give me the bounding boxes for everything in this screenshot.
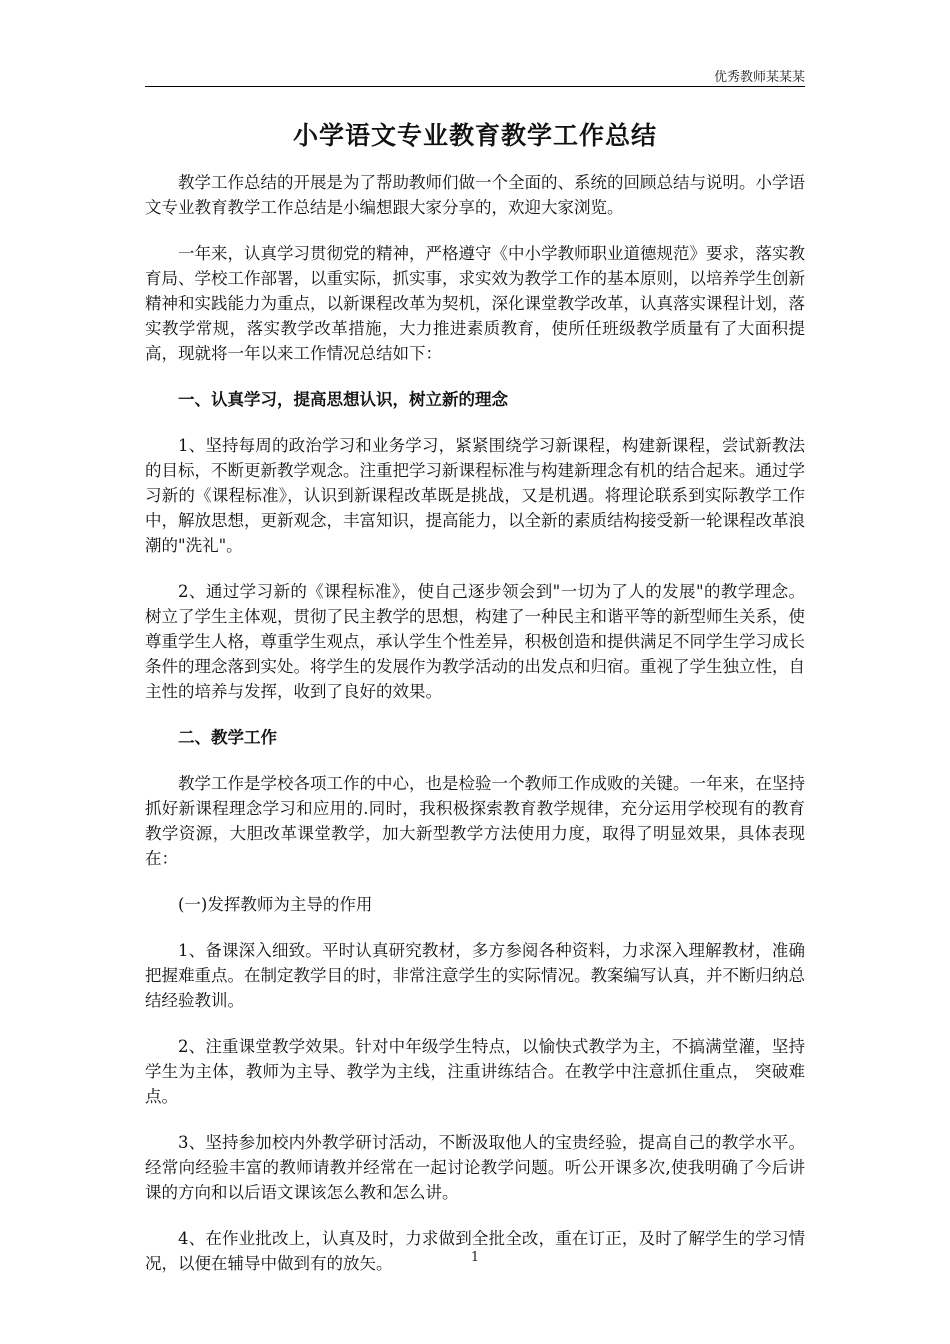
header-divider (145, 86, 805, 87)
body-paragraph: 1、坚持每周的政治学习和业务学习，紧紧围绕学习新课程，构建新课程，尝试新教法的目标，不断更新教学观念。注重把学习新课程标准与构建新理念有机的结合起来。通过学习新的《课程标准》，认识到新课程改革既是挑战，又是机遇。将理论联系到实际教学工作中，解放思想，更新观念，丰富知识，提高能力，以全新的素质结构接受新一轮课程改革浪潮的"洗礼"。 (145, 436, 805, 555)
body-paragraph: 4、在作业批改上，认真及时，力求做到全批全改，重在订正，及时了解学生的学习情况，以便在辅导中做到有的放矢。 (145, 1229, 805, 1273)
body-paragraph: 1、备课深入细致。平时认真研究教材，多方参阅各种资料，力求深入理解教材，准确把握难重点。在制定教学目的时，非常注意学生的实际情况。教案编写认真，并不断归纳总结经验教训。 (145, 941, 805, 1010)
document-title: 小学语文专业教育教学工作总结 (292, 121, 657, 150)
section-heading-2: 二、教学工作 (178, 728, 277, 747)
page-header-text: 优秀教师某某某 (713, 70, 805, 85)
section-heading-1: 一、认真学习，提高思想认识，树立新的理念 (178, 390, 508, 409)
body-paragraph: 3、坚持参加校内外教学研讨活动，不断汲取他人的宝贵经验，提高自己的教学水平。经常向经验丰富的教师请教并经常在一起讨论教学问题。听公开课多次,使我明确了今后讲课的方向和以后语文课该怎么教和怎么讲。 (145, 1133, 805, 1202)
overview-paragraph: 一年来，认真学习贯彻党的精神，严格遵守《中小学教师职业道德规范》要求，落实教育局、学校工作部署，以重实际，抓实事，求实效为教学工作的基本原则，以培养学生创新精神和实践能力为重点，以新课程改革为契机，深化课堂教学改革，认真落实课程计划，落实教学常规，落实教学改革措施，大力推进素质教育，使所任班级教学质量有了大面积提高，现就将一年以来工作情况总结如下： (145, 244, 805, 363)
subsection-heading: (一)发挥教师为主导的作用 (178, 895, 373, 914)
body-paragraph: 2、注重课堂教学效果。针对中年级学生特点，以愉快式教学为主，不搞满堂灌，坚持学生为主体，教师为主导、教学为主线，注重讲练结合。在教学中注意抓住重点， 突破难点。 (145, 1037, 805, 1106)
body-paragraph: 教学工作是学校各项工作的中心，也是检验一个教师工作成败的关键。一年来，在坚持抓好新课程理念学习和应用的.同时，我积极探索教育教学规律，充分运用学校现有的教育教学资源，大胆改革课堂教学，加大新型教学方法使用力度，取得了明显效果，具体表现在： (145, 774, 805, 868)
intro-paragraph: 教学工作总结的开展是为了帮助教师们做一个全面的、系统的回顾总结与说明。小学语文专业教育教学工作总结是小编想跟大家分享的，欢迎大家浏览。 (145, 173, 805, 217)
body-paragraph: 2、通过学习新的《课程标准》，使自己逐步领会到"一切为了人的发展"的教学理念。树立了学生主体观，贯彻了民主教学的思想，构建了一种民主和谐平等的新型师生关系，使尊重学生人格，尊重学生观点，承认学生个性差异，积极创造和提供满足不同学生学习成长条件的理念落到实处。将学生的发展作为教学活动的出发点和归宿。重视了学生独立性，自主性的培养与发挥，收到了良好的效果。 (145, 582, 805, 701)
page-number: 1 (470, 1250, 480, 1265)
document-body (145, 170, 805, 1297)
